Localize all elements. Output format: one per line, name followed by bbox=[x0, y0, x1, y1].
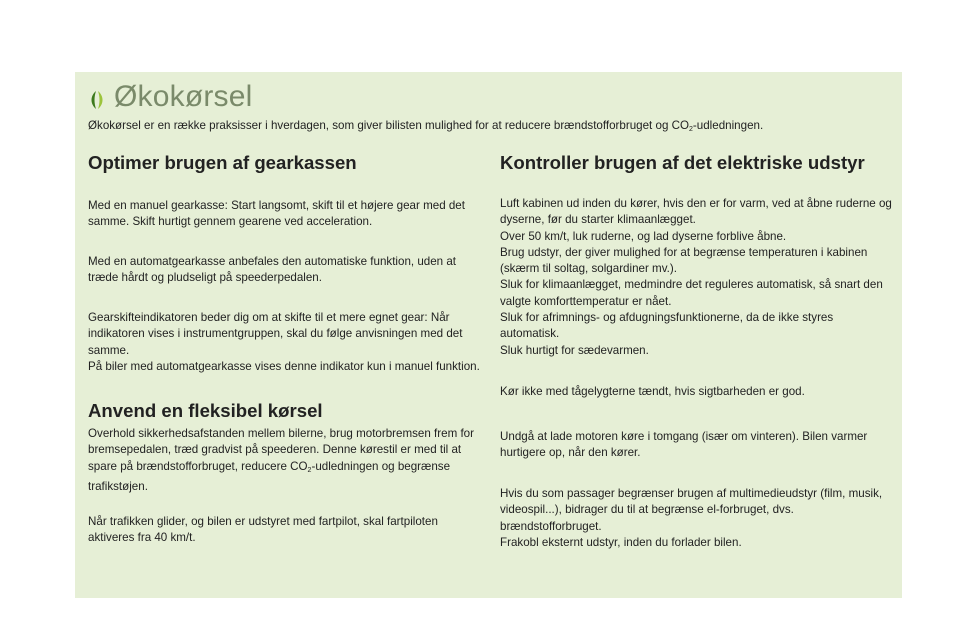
paragraph-cabin-ventilation: Luft kabinen ud inden du kører, hvis den er for varm, ved at åbne ruderne og dyserne, før du starter klimaanlægget. Over 50 km/t, luk ruderne, og lad dyserne forblive åbne. Brug udstyr, der giver mulighed for at begrænse temperaturen i kabinen (skærm til soltag, solgardiner mv.). Sluk for klimaanlægget, medmindre det reguleres automatisk, så snart den valgte komforttemperatur er nået. Sluk for afrimnings- og afdugningsfunktionerne, da de ikke styres automatisk. Sluk hurtigt for sædevarmen. bbox=[500, 197, 892, 357]
paragraph-fog-lights: Kør ikke med tågelygterne tændt, hvis sigtbarheden er god. bbox=[500, 385, 805, 398]
paragraph-cruise-control: Når trafikken glider, og bilen er udstyret med fartpilot, skal fartpiloten aktiveres fra 40 km/t. bbox=[88, 515, 438, 545]
page-title: Økokørsel bbox=[114, 80, 253, 113]
paragraph-manual-gearbox: Med en manuel gearkasse: Start langsomt, skift til et højere gear med det samme. Skift hurtigt gennem gearene ved acceleration. bbox=[88, 199, 465, 229]
paragraph-multimedia: Hvis du som passager begrænser brugen af multimedieudstyr (film, musik, videospil...), bidrager du til at begrænse el-forbruget, dvs. brændstofforbruget. Frakobl eksternt udstyr, inden du forlader bilen. bbox=[500, 487, 883, 549]
heading-gearbox: Optimer brugen af gearkassen bbox=[88, 152, 357, 173]
heading-flexible-driving: Anvend en fleksibel kørsel bbox=[88, 400, 323, 421]
paragraph-automatic-gearbox: Med en automatgearkasse anbefales den automatiske funktion, uden at træde hårdt og pludseligt på speederpedalen. bbox=[88, 255, 457, 285]
paragraph-safety-distance: Overhold sikkerhedsafstanden mellem bilerne, brug motorbremsen frem for bremsepedalen, træd gradvist på speederen. Denne kørestil er med til at spare på brændstofforbruget, reducere $CO_2$-udledningen og begrænse trafikstøjen. bbox=[88, 427, 474, 493]
paragraph-gear-indicator: Gearskifteindikatoren beder dig om at skifte til et mere egnet gear: Når indikatoren vises i instrumentgruppen, skal du følge anvisningen med det samme. På biler med automatgearkasse vises denne indikator kun i manuel funktion. bbox=[88, 311, 480, 373]
leaf-icon bbox=[88, 90, 106, 110]
heading-electrical-equipment: Kontroller brugen af det elektriske udstyr bbox=[500, 152, 865, 173]
paragraph-idling: Undgå at lade motoren køre i tomgang (især om vinteren). Bilen varmer hurtigere op, når den kører. bbox=[500, 430, 868, 460]
intro-text: Økokørsel er en række praksisser i hverdagen, som giver bilisten mulighed for at reducere brændstofforbruget og $CO_2$-udledningen. bbox=[88, 119, 764, 133]
